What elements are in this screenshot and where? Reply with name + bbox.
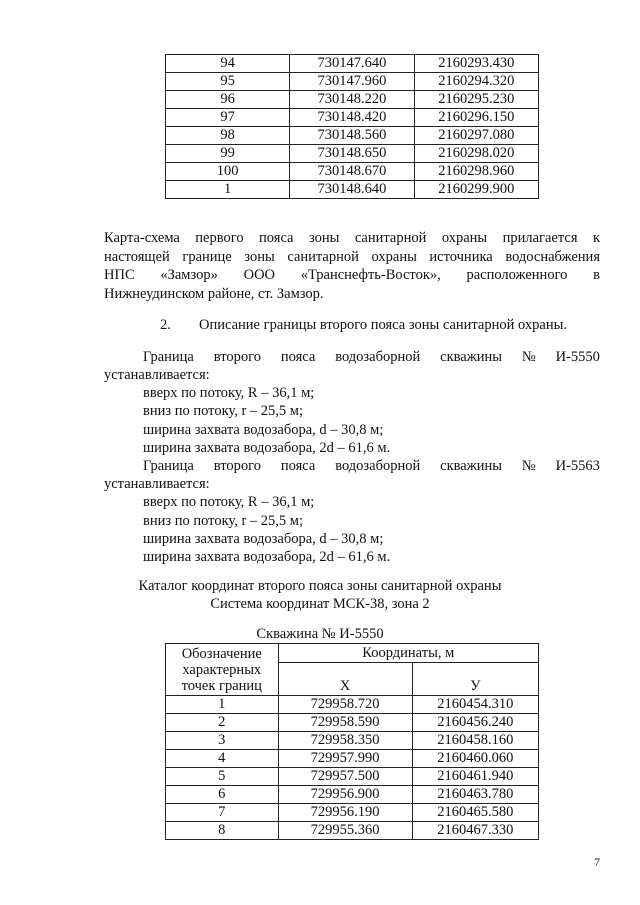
header-y: У <box>412 663 538 696</box>
cell-x: 730148.220 <box>290 91 414 109</box>
well-5550-item: ширина захвата водозабора, 2d – 61,6 м. <box>143 440 391 456</box>
cell-x: 730147.640 <box>290 55 414 73</box>
well-5550-item: ширина захвата водозабора, d – 30,8 м; <box>143 422 384 438</box>
table-row <box>166 768 539 786</box>
table-row <box>166 73 539 91</box>
cell-y: 2160294.320 <box>414 73 538 91</box>
section-number: 2. <box>160 317 171 333</box>
cell-y: 2160465.580 <box>412 804 538 822</box>
catalog-title: Каталог координат второго пояса зоны санитарной охраны <box>138 578 502 594</box>
well-5550-item: вниз по потоку, r – 25,5 м; <box>143 403 303 419</box>
well-5563-item: ширина захвата водозабора, d – 30,8 м; <box>143 531 384 547</box>
catalog-coordinate-system: Система координат МСК-38, зона 2 <box>210 596 430 612</box>
well-5550-intro: Граница второго пояса водозаборной скважины № И-5550 <box>143 349 600 365</box>
table-row <box>166 109 539 127</box>
cell-point: 6 <box>166 786 279 804</box>
header-x: X <box>278 663 412 696</box>
cell-x: 729957.990 <box>278 750 412 768</box>
cell-y: 2160467.330 <box>412 822 538 840</box>
cell-x: 729955.360 <box>278 822 412 840</box>
well-5563-item: вверх по потоку, R – 36,1 м; <box>143 494 315 510</box>
table-row <box>166 804 539 822</box>
well-5550-intro-end: устанавливается: <box>104 367 210 383</box>
header-designation: Обозначение характерных точек границ <box>166 644 279 696</box>
well-5550-item: вверх по потоку, R – 36,1 м; <box>143 385 315 401</box>
cell-y: 2160458.160 <box>412 732 538 750</box>
cell-x: 730148.650 <box>290 145 414 163</box>
cell-point: 99 <box>166 145 290 163</box>
map-paragraph-line-4: Нижнеудинском районе, ст. Замзор. <box>104 286 324 302</box>
cell-point: 4 <box>166 750 279 768</box>
map-paragraph-line-1: Карта-схема первого пояса зоны санитарной охраны прилагается к <box>104 230 600 246</box>
cell-point: 100 <box>166 163 290 181</box>
table-row <box>166 696 539 714</box>
table-row <box>166 91 539 109</box>
cell-y: 2160297.080 <box>414 127 538 145</box>
well-5563-intro-end: устанавливается: <box>104 476 210 492</box>
cell-point: 1 <box>166 696 279 714</box>
table-row <box>166 145 539 163</box>
cell-y: 2160463.780 <box>412 786 538 804</box>
cell-x: 729957.500 <box>278 768 412 786</box>
table-row <box>166 786 539 804</box>
cell-point: 1 <box>166 181 290 199</box>
well-5563-item: ширина захвата водозабора, 2d – 61,6 м. <box>143 549 391 565</box>
cell-y: 2160461.940 <box>412 768 538 786</box>
cell-x: 730148.670 <box>290 163 414 181</box>
cell-y: 2160296.150 <box>414 109 538 127</box>
cell-x: 729956.900 <box>278 786 412 804</box>
cell-y: 2160295.230 <box>414 91 538 109</box>
cell-y: 2160299.900 <box>414 181 538 199</box>
table-row <box>166 127 539 145</box>
cell-y: 2160454.310 <box>412 696 538 714</box>
cell-x: 730148.560 <box>290 127 414 145</box>
cell-x: 730148.640 <box>290 181 414 199</box>
cell-x: 729958.350 <box>278 732 412 750</box>
well-5563-item: вниз по потоку, r – 25,5 м; <box>143 513 303 529</box>
cell-point: 96 <box>166 91 290 109</box>
cell-y: 2160293.430 <box>414 55 538 73</box>
top-coordinates-table <box>165 54 539 199</box>
map-paragraph-line-2: настоящей границе зоны санитарной охраны источника водоснабжения <box>104 249 600 265</box>
cell-point: 97 <box>166 109 290 127</box>
cell-point: 98 <box>166 127 290 145</box>
cell-y: 2160456.240 <box>412 714 538 732</box>
table-row <box>166 55 539 73</box>
cell-point: 5 <box>166 768 279 786</box>
header-coordinates: Координаты, м <box>278 644 538 663</box>
cell-x: 729956.190 <box>278 804 412 822</box>
well-5563-intro: Граница второго пояса водозаборной скважины № И-5563 <box>143 458 600 474</box>
table-row <box>166 732 539 750</box>
table-row <box>166 822 539 840</box>
map-paragraph-line-3: НПС «Замзор» ООО «Транснефть-Восток», расположенного в <box>104 267 600 283</box>
table-row <box>166 750 539 768</box>
cell-point: 95 <box>166 73 290 91</box>
cell-x: 729958.590 <box>278 714 412 732</box>
cell-y: 2160298.020 <box>414 145 538 163</box>
table-row <box>166 714 539 732</box>
cell-y: 2160298.960 <box>414 163 538 181</box>
bottom-coordinates-table <box>165 643 539 840</box>
table-row <box>166 163 539 181</box>
cell-x: 730147.960 <box>290 73 414 91</box>
cell-point: 8 <box>166 822 279 840</box>
cell-x: 729958.720 <box>278 696 412 714</box>
table-row <box>166 181 539 199</box>
catalog-well-name: Скважина № И-5550 <box>256 626 384 642</box>
cell-y: 2160460.060 <box>412 750 538 768</box>
cell-point: 7 <box>166 804 279 822</box>
cell-point: 3 <box>166 732 279 750</box>
cell-point: 2 <box>166 714 279 732</box>
cell-point: 94 <box>166 55 290 73</box>
cell-x: 730148.420 <box>290 109 414 127</box>
section-title: Описание границы второго пояса зоны санитарной охраны. <box>199 317 567 333</box>
page-number: 7 <box>594 855 600 869</box>
